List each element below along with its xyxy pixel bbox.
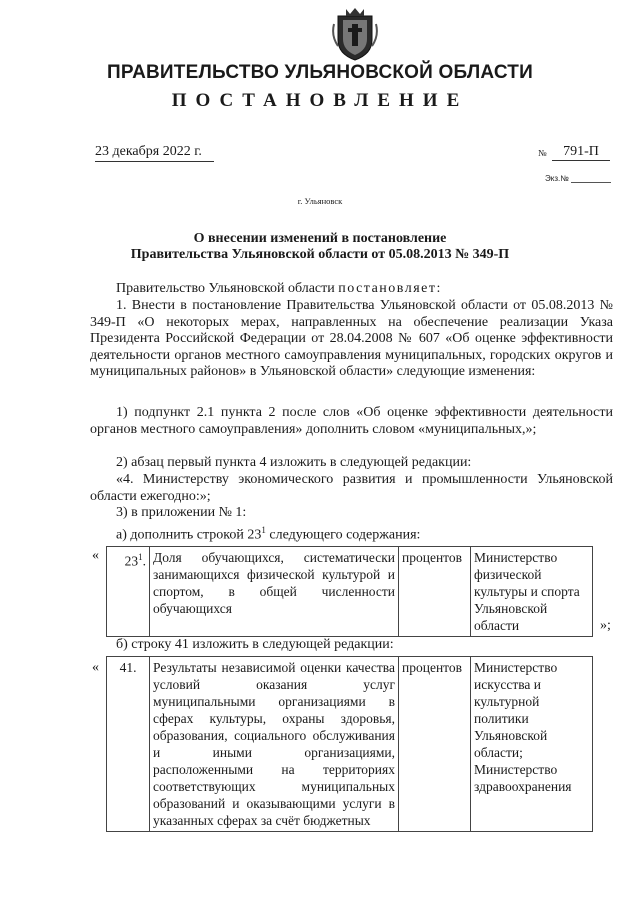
paragraph-3: 2) абзац первый пункта 4 изложить в следующей редакции: <box>116 455 472 470</box>
paragraph-2: 1) подпункт 2.1 пункта 2 после слов «Об оценке эффективности деятельности органов местного самоуправления» дополнить словом «муниципальных,»; <box>90 405 613 437</box>
intro-verb: постановляет: <box>338 281 442 296</box>
decree-title-line1: О внесении изменений в постановление <box>193 231 447 246</box>
decree-number: 791-П <box>552 144 610 161</box>
table2-responsible: Министерство искусства и культурной политики Ульяновской области; Министерство здравоохранения <box>471 657 593 832</box>
table-row-23-1 <box>106 546 593 637</box>
number-label: № <box>538 148 547 158</box>
table1-indicator: Доля обучающихся, систематически занимающихся физической культурой и спортом, в общей численности обучающихся <box>150 547 399 637</box>
table1-responsible: Министерство физической культуры и спорта Ульяновской области <box>471 547 593 637</box>
table1-num: 23 <box>124 553 139 569</box>
paragraph-6-tail: следующего содержания: <box>265 527 421 543</box>
paragraph-1: 1. Внести в постановление Правительства Ульяновской области от 05.08.2013 № 349-П «О некоторых мерах, направленных на обеспечение реализации Указа Президента Российской Федерации от 28.04.2008 № 607 «Об оценке эффективности деятельности органов местного самоуправления муниципальных, городских округов и муниципальных районов» в Ульяновской области» следующие изменения: <box>90 298 613 379</box>
table1-close-quote: »; <box>600 618 611 633</box>
decree-title-line2: Правительства Ульяновской области от 05.08.2013 № 349-П <box>130 247 510 262</box>
table1-num-sup: 1 <box>138 552 143 562</box>
copy-number-label: Экз.№ <box>545 174 569 183</box>
paragraph-6-text: а) дополнить строкой 23 <box>116 527 262 543</box>
paragraph-5: 3) в приложении № 1: <box>116 505 247 520</box>
table1-row-number <box>107 547 150 637</box>
intro-paragraph <box>116 281 442 298</box>
coat-of-arms-emblem <box>330 6 380 62</box>
intro-subject: Правительство Ульяновской области <box>116 281 335 296</box>
city: г. Ульяновск <box>297 196 343 206</box>
table2-indicator: Результаты независимой оценки качества условий оказания услуг муниципальными организациями в сферах культуры, охраны здоровья, образования, социального обслуживания и иными организациями, расположенными на территориях соответствующих муниципальных образований и оказывающими услуги в указанных сферах за счёт бюджетных <box>150 657 399 832</box>
table2-open-quote: « <box>92 660 99 675</box>
paragraph-6-sup: 1 <box>261 525 266 535</box>
copy-number-line <box>571 182 611 183</box>
table2-unit: процентов <box>399 657 471 832</box>
table-row-41 <box>106 656 593 832</box>
document-type: ПОСТАНОВЛЕНИЕ <box>171 90 469 111</box>
paragraph-7: б) строку 41 изложить в следующей редакции: <box>116 637 394 652</box>
table1-num-dot: . <box>142 553 146 569</box>
paragraph-6 <box>116 522 420 544</box>
decree-date: 23 декабря 2022 г. <box>95 144 214 162</box>
table1-unit: процентов <box>399 547 471 637</box>
table2-row-number: 41. <box>107 657 150 832</box>
organization-title: ПРАВИТЕЛЬСТВО УЛЬЯНОВСКОЙ ОБЛАСТИ <box>107 62 533 83</box>
paragraph-4: «4. Министерству экономического развития и промышленности Ульяновской области ежегодно:»; <box>90 472 613 504</box>
table1-open-quote: « <box>92 548 99 563</box>
